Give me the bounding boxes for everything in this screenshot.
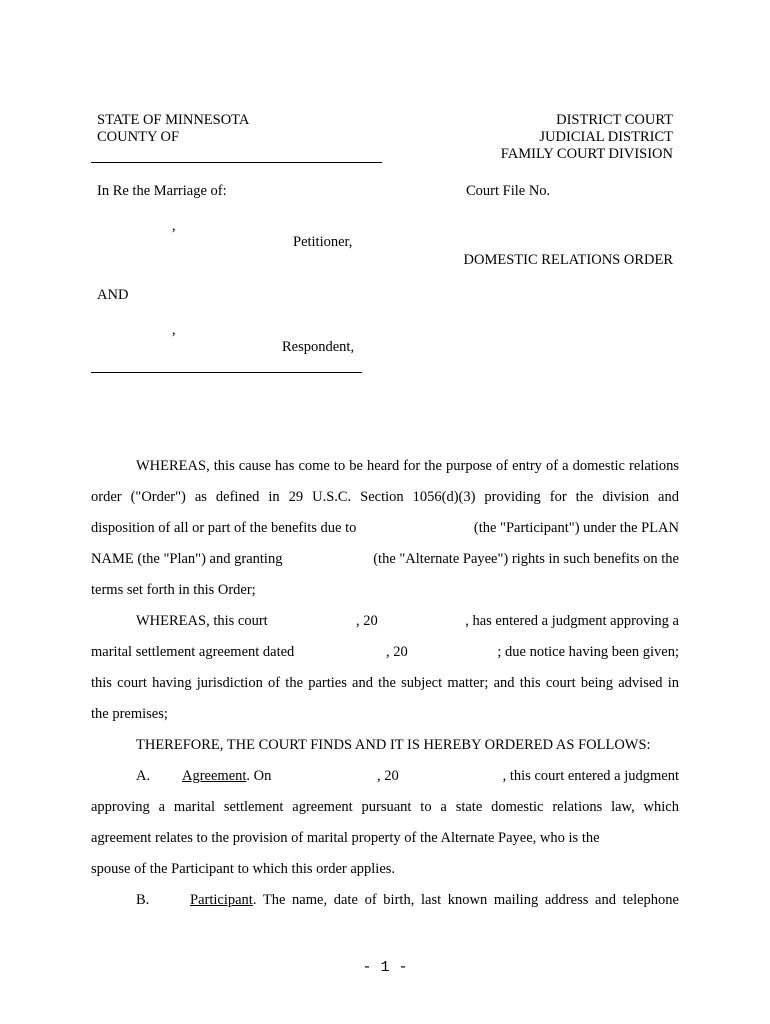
p2-line-2b: , 20 [386, 644, 408, 660]
petitioner-label: Petitioner, [293, 234, 353, 250]
section-a-heading-line [182, 768, 271, 785]
section-a-line-3: agreement relates to the provision of marital property of the Alternate Payee, who is the [91, 830, 600, 846]
caption-bottom-rule [91, 372, 362, 373]
p1-line-5: terms set forth in this Order; [91, 582, 256, 598]
p2-line-2a: marital settlement agreement dated [91, 644, 295, 660]
section-a-line-1b: , 20 [377, 768, 399, 784]
section-b-letter: B. [136, 892, 150, 908]
section-b-heading-line [190, 892, 679, 909]
and-label: AND [97, 287, 129, 303]
respondent-label: Respondent, [282, 339, 355, 355]
document-title: DOMESTIC RELATIONS ORDER [463, 252, 673, 268]
caption-top-rule [91, 162, 382, 163]
section-a-line-1c: , this court entered a judgment [502, 768, 679, 784]
county-label: COUNTY OF [97, 129, 180, 145]
district-label: JUDICIAL DISTRICT [539, 129, 673, 145]
in-re-label: In Re the Marriage of: [97, 183, 227, 199]
p1-line-2: order ("Order") as defined in 29 U.S.C. Section 1056(d)(3) providing for the division and [91, 489, 679, 505]
p2-line-1b: , 20 [356, 613, 378, 629]
p1-line-1: WHEREAS, this cause has come to be heard for the purpose of entry of a domestic relations [136, 458, 679, 474]
section-b-line-1: . The name, date of birth, last known mailing address and telephone [252, 892, 679, 908]
respondent-name-comma: , [172, 322, 176, 338]
petitioner-name-comma: , [172, 218, 176, 234]
p2-line-1a: WHEREAS, this court [136, 613, 268, 629]
p2-line-4: the premises; [91, 706, 168, 722]
court-label: DISTRICT COURT [556, 112, 673, 128]
p1-line-3b: (the "Participant") under the PLAN [473, 520, 679, 536]
section-a-heading: Agreement [182, 768, 247, 784]
court-file-label: Court File No. [466, 183, 551, 199]
p2-line-1c: , has entered a judgment approving a [465, 613, 679, 629]
p2-line-3: this court having jurisdiction of the parties and the subject matter; and this court being advised in [91, 675, 679, 691]
p1-line-3a: disposition of all or part of the benefits due to [91, 520, 357, 536]
p1-line-4a: NAME (the "Plan") and granting [91, 551, 283, 567]
state-label: STATE OF MINNESOTA [97, 112, 250, 128]
section-a-line-2: approving a marital settlement agreement pursuant to a state domestic relations law, which [91, 799, 679, 815]
section-a-line-4: spouse of the Participant to which this order applies. [91, 861, 396, 877]
section-a-line-1a: . On [246, 768, 272, 784]
section-a-letter: A. [136, 768, 151, 784]
p1-line-4b: (the "Alternate Payee") rights in such benefits on the [373, 551, 679, 567]
section-b-heading: Participant [190, 892, 253, 908]
page-number: - 1 - [362, 959, 408, 976]
p2-line-2c: ; due notice having been given; [497, 644, 679, 660]
therefore-line: THEREFORE, THE COURT FINDS AND IT IS HEREBY ORDERED AS FOLLOWS: [136, 737, 651, 753]
division-label: FAMILY COURT DIVISION [500, 146, 673, 162]
